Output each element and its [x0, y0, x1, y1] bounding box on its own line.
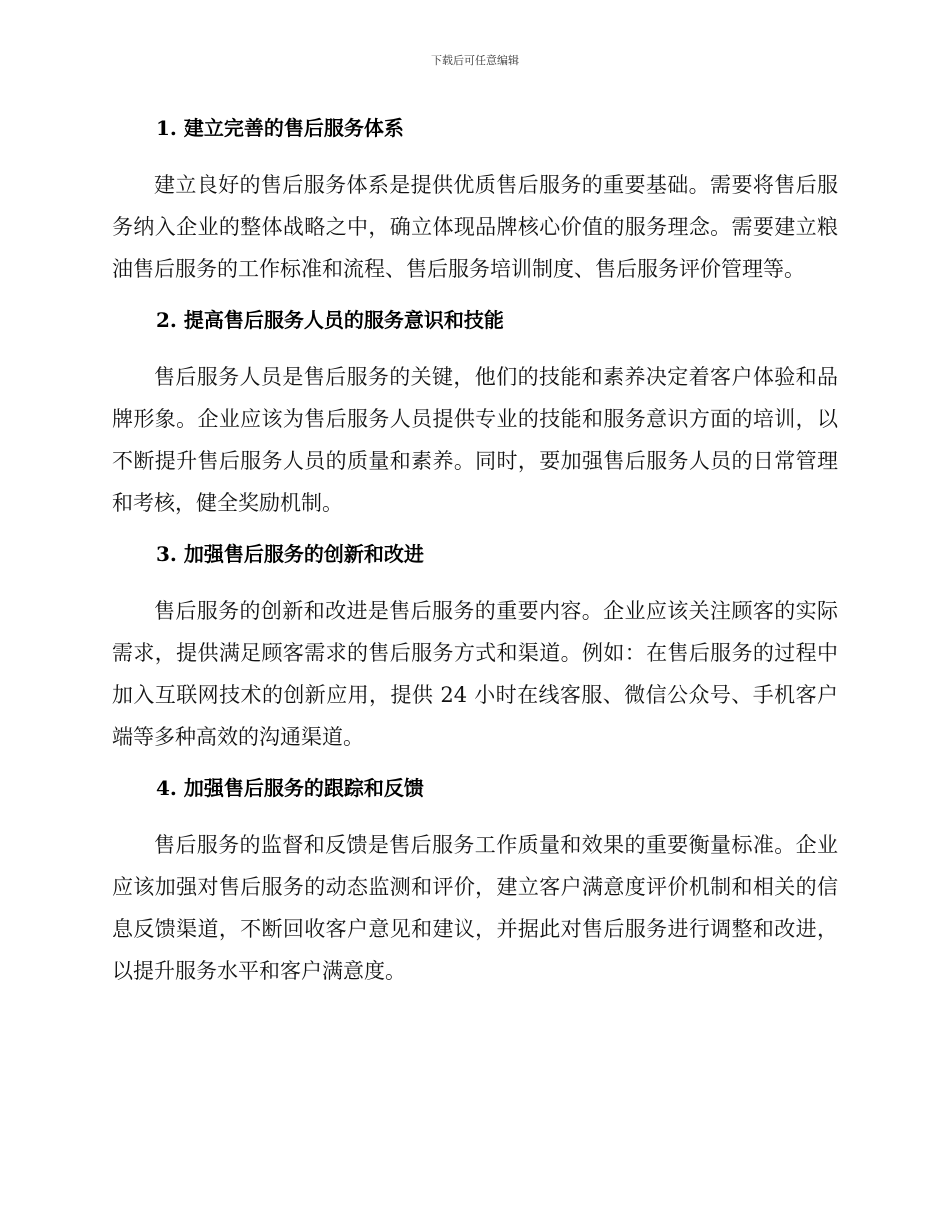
page-header: 下载后可任意编辑: [431, 54, 519, 67]
section-2: [112, 304, 838, 524]
section-heading: 4. 加强售后服务的跟踪和反馈: [156, 776, 424, 800]
section-paragraph: 售后服务人员是售后服务的关键，他们的技能和素养决定着客户体验和品牌形象。企业应该为售后服务人员提供专业的技能和服务意识方面的培训，以不断提升售后服务人员的质量和素养。同时，要加强售后服务人员的日常管理和考核，健全奖励机制。: [112, 365, 838, 515]
section-paragraph: 建立良好的售后服务体系是提供优质售后服务的重要基础。需要将售后服务纳入企业的整体战略之中，确立体现品牌核心价值的服务理念。需要建立粮油售后服务的工作标准和流程、售后服务培训制度、售后服务评价管理等。: [112, 173, 838, 281]
section-4: [112, 772, 838, 992]
section-paragraph: 售后服务的创新和改进是售后服务的重要内容。企业应该关注顾客的实际需求，提供满足顾客需求的售后服务方式和渠道。例如：在售后服务的过程中加入互联网技术的创新应用，提供 24 小时在线客服、微信公众号、手机客户端等多种高效的沟通渠道。: [112, 599, 838, 749]
section-heading: 3. 加强售后服务的创新和改进: [156, 542, 424, 566]
section-heading: 2. 提高售后服务人员的服务意识和技能: [156, 308, 504, 332]
section-3: [112, 538, 838, 758]
document-content: [112, 112, 838, 992]
section-1: [112, 112, 838, 290]
section-paragraph: 售后服务的监督和反馈是售后服务工作质量和效果的重要衡量标准。企业应该加强对售后服务的动态监测和评价，建立客户满意度评价机制和相关的信息反馈渠道，不断回收客户意见和建议，并据此对售后服务进行调整和改进，以提升服务水平和客户满意度。: [112, 833, 838, 983]
section-heading: 1. 建立完善的售后服务体系: [156, 116, 404, 140]
